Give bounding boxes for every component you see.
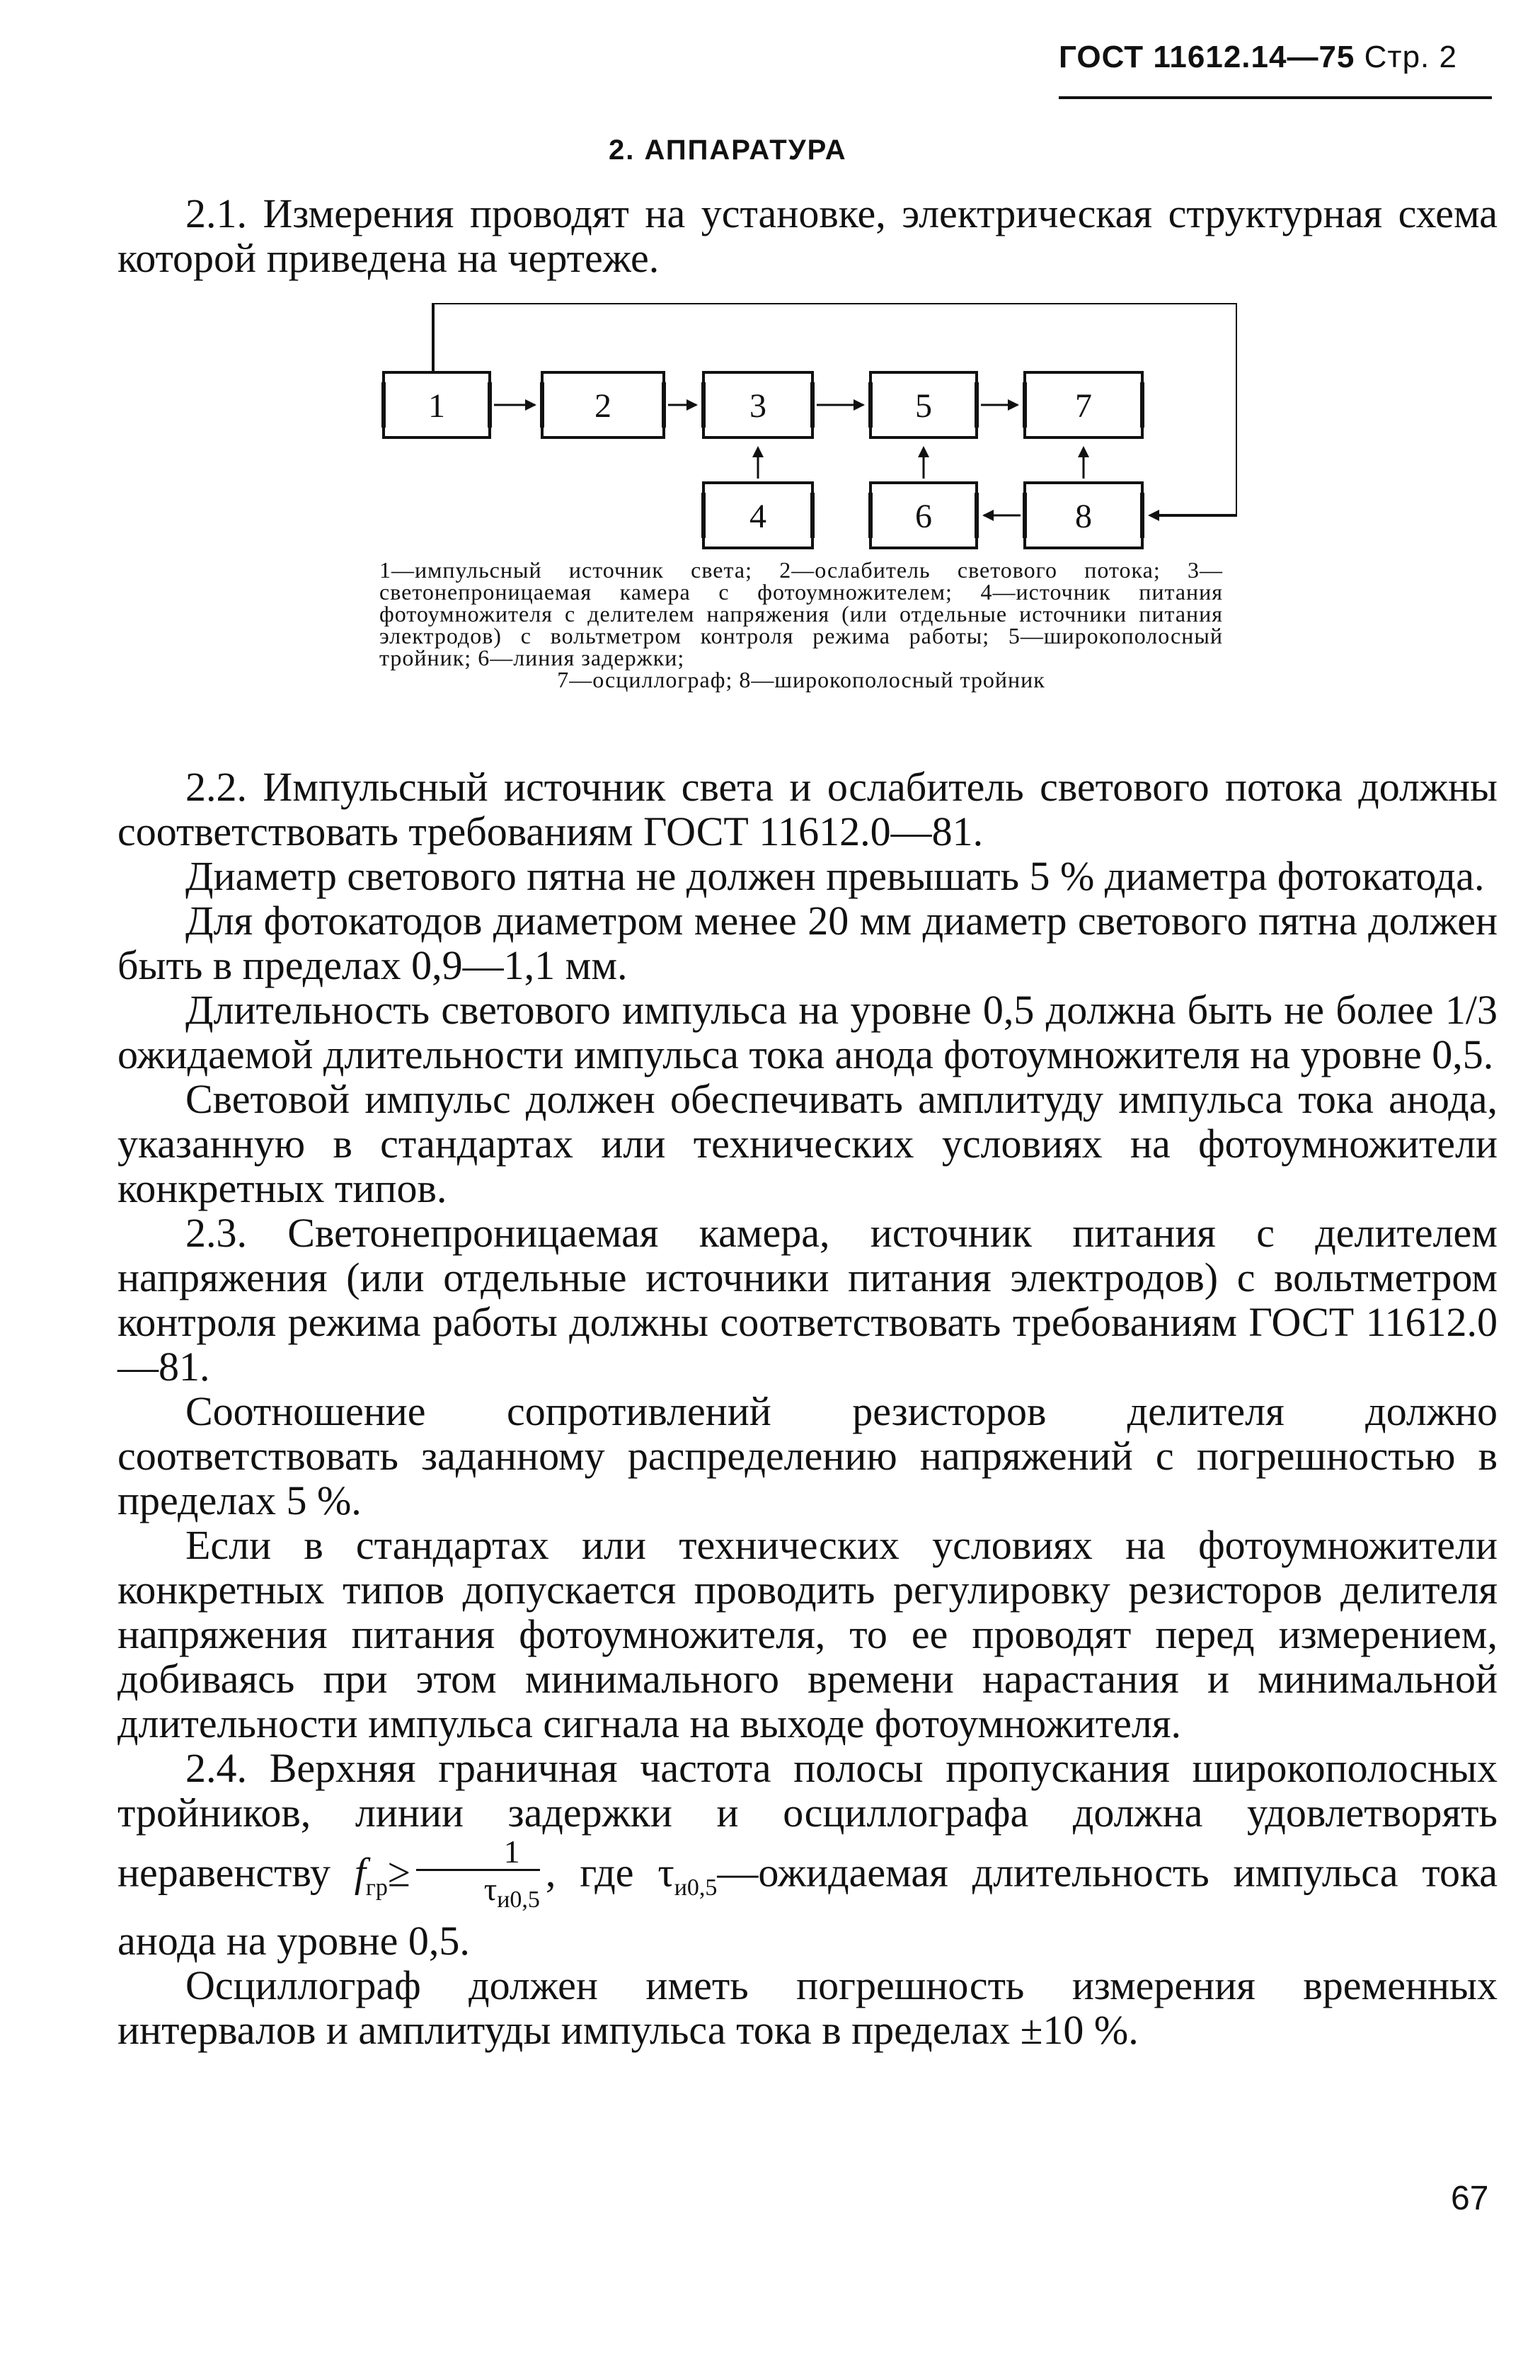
caption-last-line: 7—осциллограф; 8—широкополосный тройник <box>557 667 1045 692</box>
caption-text: 1—импульсный источник света; 2—ослабитель светового потока; 3—светонепроницаемая камера с фотоумножителем; 4—источник питания фотоумножителя с делителем напряжения (или отдельные источники питания электродов) с вольтметром контроля режима работы; 5—широкополосный тройник; 6—линия задержки; <box>379 557 1223 670</box>
formula-numerator: 1 <box>416 1835 540 1871</box>
box-2-label: 2 <box>594 387 611 425</box>
paragraph-2-4-text-a: 2.4. Верхняя граничная частота полосы пропускания широкополосных тройников, линии задержки и осциллографа должна удовлетворять неравенству <box>117 1745 1498 1896</box>
formula-relation: ≥ <box>387 1849 410 1896</box>
standard-number: ГОСТ 11612.14—75 <box>1059 40 1355 74</box>
paragraph-small-photocathodes: Для фотокатодов диаметром менее 20 мм диаметр светового пятна должен быть в пределах 0,9—1,1 мм. <box>117 898 1498 988</box>
paragraph-2-4 <box>117 1746 1498 1963</box>
box-8-label: 8 <box>1075 498 1092 535</box>
formula-tau: τ <box>483 1871 498 1907</box>
box-6-label: 6 <box>915 498 932 535</box>
tau-symbol: τ <box>657 1849 674 1896</box>
paragraph-2-2: 2.2. Импульсный источник света и ослабитель светового потока должны соответствовать требованиям ГОСТ 11612.0—81. <box>117 764 1498 854</box>
paragraph-2-4-text-b: , где <box>545 1849 634 1896</box>
box-4-label: 4 <box>749 498 766 535</box>
paragraph-oscilloscope: Осциллограф должен иметь погрешность измерения временных интервалов и амплитуды импульса тока в пределах ±10 %. <box>117 1962 1498 2054</box>
paragraph-2-4-text-c: —ожидаемая длительность импульса тока анода на уровне 0,5. <box>117 1849 1498 1964</box>
page-number: 67 <box>1451 2180 1489 2217</box>
section-title: 2. АППАРАТУРА <box>609 135 847 166</box>
paragraph-2-1-text: 2.1. Измерения проводят на установке, электрическая структурная схема которой приведена на чертеже. <box>117 190 1498 281</box>
box-7-label: 7 <box>1075 387 1092 425</box>
box-1-label: 1 <box>428 387 445 425</box>
page-header <box>1059 40 1457 75</box>
paragraph-adjustment: Если в стандартах или технических условиях на фотоумножители конкретных типов допускается проводить регулировку резисторов делителя напряжения питания фотоумножителя, то ее проводят перед измерением, добиваясь при этом минимального времени нарастания и минимальной длительности импульса сигнала на выходе фотоумножителя. <box>117 1522 1498 1746</box>
formula-f: f <box>354 1849 366 1896</box>
formula-fraction <box>416 1835 540 1918</box>
box-3-label: 3 <box>749 387 766 425</box>
formula-denominator <box>416 1871 540 1918</box>
paragraph-spot-diameter: Диаметр светового пятна не должен превышать 5 % диаметра фотокатода. <box>185 853 1485 899</box>
paragraph-2-1 <box>117 191 1498 280</box>
duration-text-a: Длительность светового импульса на уровне 0,5 должна быть не более <box>185 987 1434 1033</box>
block-diagram <box>374 303 1237 558</box>
formula-f-subscript: гр <box>365 1875 388 1901</box>
fraction-one-third: 1/3 <box>1444 987 1498 1033</box>
paragraph-divider-ratio: Соотношение сопротивлений резисторов делителя должно соответствовать заданному распределению напряжений с погрешностью в пределах 5 %. <box>117 1388 1498 1523</box>
tau-subscript: и0,5 <box>674 1875 718 1901</box>
main-body <box>117 765 1498 2052</box>
paragraph-pulse-duration <box>117 988 1498 1077</box>
duration-text-b: ожидаемой длительности импульса тока анода фотоумножителя на уровне 0,5. <box>117 1031 1494 1077</box>
diagram-caption <box>379 559 1223 691</box>
page-label: Стр. 2 <box>1364 40 1457 74</box>
paragraph-amplitude: Световой импульс должен обеспечивать амплитуду импульса тока анода, указанную в стандартах или технических условиях на фотоумножители конкретных типов. <box>117 1076 1498 1211</box>
box-5-label: 5 <box>915 387 932 425</box>
header-rule <box>1059 96 1492 99</box>
paragraph-2-3: 2.3. Светонепроницаемая камера, источник питания с делителем напряжения (или отдельные источники питания электродов) с вольтметром контроля режима работы должны соответствовать требованиям ГОСТ 11612.0—81. <box>117 1210 1498 1390</box>
formula-tau-subscript: и0,5 <box>497 1887 540 1913</box>
